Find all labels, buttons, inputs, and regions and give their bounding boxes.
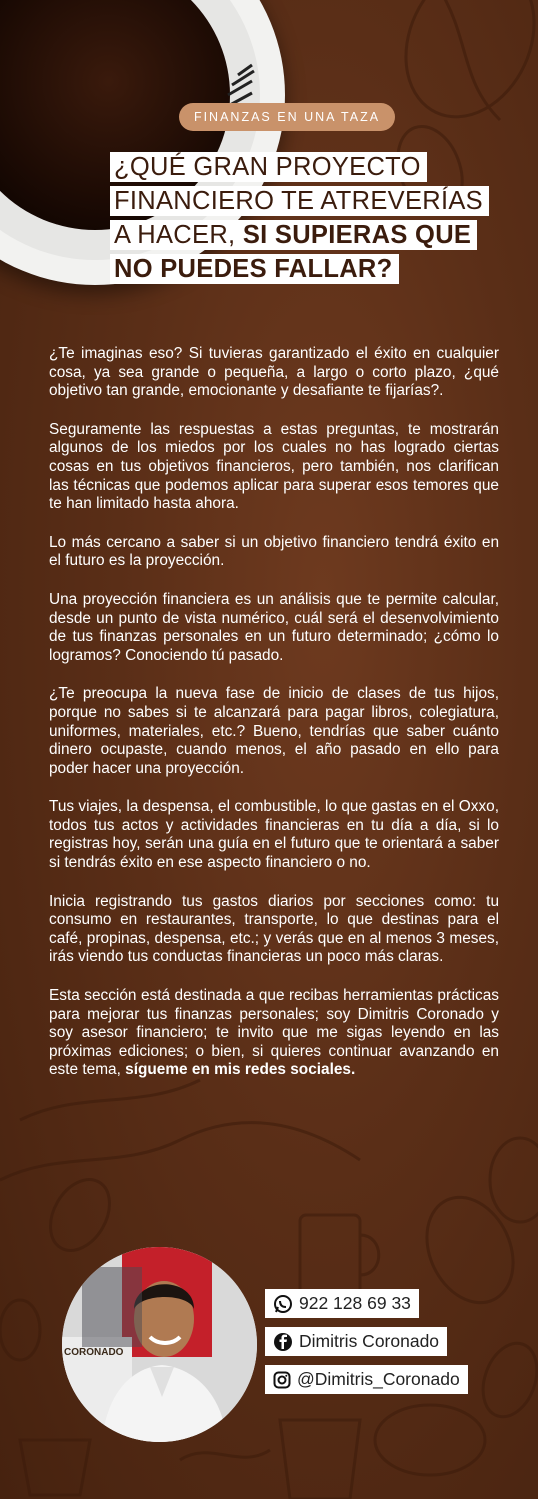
paragraph-4: Una proyección financiera es un análisis que te permite calcular, desde un punto de vista numérico, cuál será el desenvolvimiento de tus finanzas personales en un futuro determinado; ¿cómo lo logramos? Conociendo tú pasado. [49,590,499,664]
closing-paragraph: Esta sección está destinada a que recibas herramientas prácticas para mejorar tus finanzas personales; soy Dimitris Coronado y soy asesor financiero; te invito que me sigas leyendo en las próximas ediciones; o bien, si quieres continuar avanzando en este tema, sígueme en mis redes sociales. [49,987,499,1079]
title-line-4: NO PUEDES FALLAR? [110,254,399,284]
instagram-handle: @Dimitris_Coronado [297,1369,460,1389]
paragraph-1: ¿Te imaginas eso? Si tuvieras garantizado el éxito en cualquier cosa, ya sea grande o pequeña, a largo o corto plazo, ¿qué objetivo tan grande, emocionante y desafiante te fijarías?. [49,345,499,400]
facebook-icon [273,1332,293,1352]
instagram-contact[interactable] [265,1365,468,1394]
banner-text: CORONADO [64,1347,124,1358]
title-line-1: ¿QUÉ GRAN PROYECTO [110,152,427,182]
whatsapp-number: 922 128 69 33 [299,1293,411,1313]
whatsapp-icon [273,1294,293,1314]
paragraph-5: ¿Te preocupa la nueva fase de inicio de clases de tus hijos, porque no sabes si te alcanzará para pagar libros, colegiatura, uniformes, materiales, etc.? Bueno, tendrías que saber cuánto dinero ocupaste, cuando menos, el año pasado en ello para poder hacer una proyección. [49,685,499,777]
social-callout: sígueme en mis redes sociales. [125,1061,356,1079]
paragraph-6: Tus viajes, la despensa, el combustible, lo que gastas en el Oxxo, todos tus actos y actividades financieras en tu día a día, si lo registras hoy, serán una guía en el futuro que te orientará a saber si tendrás éxito en ese aspecto financiero o no. [49,798,499,872]
author-portrait-illustration [62,1247,257,1442]
facebook-contact[interactable] [265,1327,447,1356]
article-body [49,345,499,1100]
paragraph-3: Lo más cercano a saber si un objetivo financiero tendrá éxito en el futuro es la proyección. [49,533,499,570]
title-line-3: A HACER, SI SUPIERAS QUE [110,220,477,250]
article-title [110,152,530,288]
facebook-name: Dimitris Coronado [299,1331,440,1351]
whatsapp-contact[interactable] [265,1289,419,1318]
section-label: FINANZAS EN UNA TAZA [179,103,395,131]
instagram-icon [273,1371,291,1389]
paragraph-2: Seguramente las respuestas a estas preguntas, te mostrarán algunos de los miedos por los cuales no has logrado ciertas cosas en tus objetivos financieros, pero también, nos clarifican las técnicas que podemos aplicar para superar esos temores que te han limitado hasta ahora. [49,420,499,513]
title-line-2: FINANCIERO TE ATREVERÍAS [110,186,489,216]
author-photo [62,1247,257,1442]
paragraph-7: Inicia registrando tus gastos diarios por secciones como: tu consumo en restaurantes, transporte, lo que destinas para el café, propinas, despensa, etc.; y verás que en al menos 3 meses, irás viendo tus conductas financieras un poco más claras. [49,892,499,966]
